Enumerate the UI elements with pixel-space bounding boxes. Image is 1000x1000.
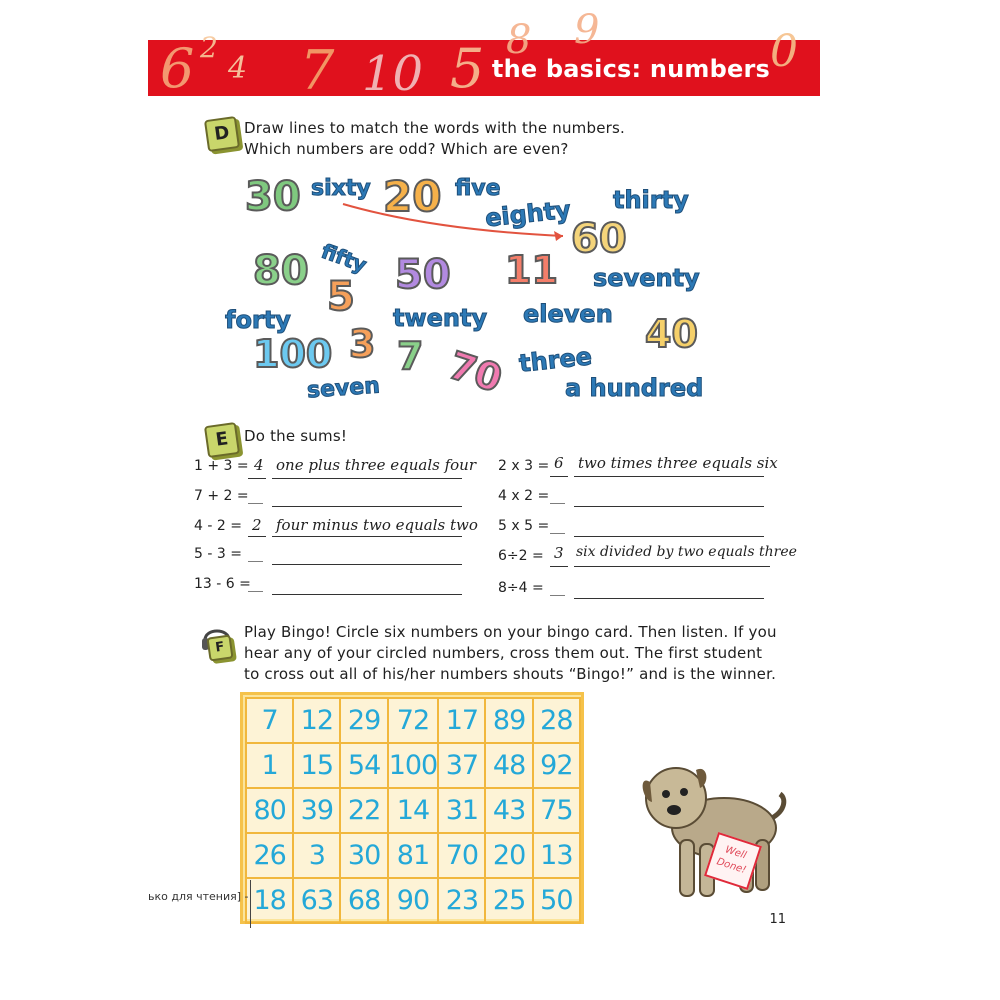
sum-answer-number: __ (550, 516, 565, 534)
sum-answer-number: __ (248, 544, 263, 562)
bingo-cell[interactable]: 15 (293, 743, 340, 788)
cloud-word: eighty (483, 195, 573, 233)
sum-answer-words: six divided by two equals three (576, 544, 797, 560)
instruction-line: hear any of your circled numbers, cross them out. The first student (244, 644, 763, 662)
answer-line[interactable] (272, 506, 462, 507)
answer-line[interactable] (574, 476, 764, 477)
sticker-text: Done! (715, 856, 748, 877)
sum-expression: 1 + 3 = (194, 458, 249, 474)
answer-line[interactable] (272, 594, 462, 595)
bingo-cell[interactable]: 30 (340, 833, 387, 878)
cloud-word: seven (306, 373, 381, 404)
sum-expression: 5 - 3 = (194, 546, 242, 562)
bingo-cell[interactable]: 26 (246, 833, 293, 878)
decor-number: 6 (160, 37, 195, 100)
sum-answer-number: 6 (554, 454, 564, 472)
bingo-cell[interactable]: 92 (533, 743, 580, 788)
sum-answer-number: __ (550, 578, 565, 596)
sum-answer-words: two times three equals six (578, 454, 778, 472)
answer-line (550, 566, 568, 567)
bingo-cell[interactable]: 43 (485, 788, 532, 833)
cloud-number: 11 (505, 248, 558, 292)
bingo-cell[interactable]: 54 (340, 743, 387, 788)
cloud-word: five (455, 176, 501, 201)
bingo-cell[interactable]: 14 (388, 788, 439, 833)
bingo-card (240, 692, 584, 924)
cloud-word: seventy (593, 264, 700, 292)
page-number: 11 (769, 912, 786, 927)
decor-number: 0 (770, 26, 798, 77)
bingo-row (246, 878, 580, 923)
cloud-number: 50 (395, 252, 451, 298)
cloud-number: 3 (349, 322, 376, 366)
sum-answer-number: __ (248, 574, 263, 592)
instruction-line: Play Bingo! Circle six numbers on your bingo card. Then listen. If you (244, 623, 777, 641)
bingo-cell[interactable]: 25 (485, 878, 532, 923)
bingo-cell[interactable]: 28 (533, 698, 580, 743)
side-note: ько для чтения] - (148, 890, 249, 903)
side-divider (250, 880, 251, 928)
bingo-cell[interactable]: 13 (533, 833, 580, 878)
sum-expression: 4 x 2 = (498, 488, 550, 504)
cloud-word: sixty (311, 176, 371, 201)
answer-line[interactable] (574, 506, 764, 507)
dog-illustration (636, 740, 788, 920)
sum-answer-words: one plus three equals four (276, 456, 477, 474)
cloud-number: 7 (397, 334, 424, 378)
cloud-word: three (517, 342, 594, 378)
cloud-word: forty (225, 306, 291, 334)
word-number-cloud (223, 170, 713, 410)
bingo-cell[interactable]: 63 (293, 878, 340, 923)
page-title: the basics: numbers (491, 55, 770, 83)
sum-expression: 5 x 5 = (498, 518, 550, 534)
cloud-number: 30 (245, 174, 301, 220)
sum-expression: 7 + 2 = (194, 488, 249, 504)
instruction-d (244, 118, 625, 160)
bingo-cell[interactable]: 17 (438, 698, 485, 743)
bingo-grid (245, 697, 581, 924)
instruction-line: Draw lines to match the words with the numbers. (244, 119, 625, 137)
bingo-cell[interactable]: 80 (246, 788, 293, 833)
bingo-cell[interactable]: 29 (340, 698, 387, 743)
cloud-number: 20 (383, 172, 442, 221)
sum-answer-number: 2 (252, 516, 262, 534)
sticker-text: Well (723, 844, 748, 862)
sum-answer-number: __ (550, 486, 565, 504)
bingo-row (246, 833, 580, 878)
cloud-word: thirty (613, 186, 689, 214)
cloud-number: 80 (253, 248, 309, 294)
sum-answer-number: 4 (254, 456, 264, 474)
bingo-cell[interactable]: 22 (340, 788, 387, 833)
answer-line[interactable] (574, 536, 764, 537)
answer-line[interactable] (272, 564, 462, 565)
bingo-cell[interactable]: 48 (485, 743, 532, 788)
bingo-cell[interactable]: 100 (388, 743, 439, 788)
instruction-f (244, 622, 777, 685)
sum-expression: 13 - 6 = (194, 576, 251, 592)
sum-expression: 4 - 2 = (194, 518, 242, 534)
decor-number: 8 (506, 17, 532, 63)
sum-answer-number: 3 (554, 544, 564, 562)
bingo-cell[interactable]: 23 (438, 878, 485, 923)
answer-line (248, 478, 266, 479)
cloud-number: 5 (327, 274, 355, 320)
sum-answer-words: four minus two equals two (276, 516, 478, 534)
bingo-cell[interactable]: 37 (438, 743, 485, 788)
instruction-line: to cross out all of his/her numbers shouts “Bingo!” and is the winner. (244, 665, 777, 683)
cloud-number: 70 (443, 342, 508, 402)
bingo-cell[interactable]: 7 (246, 698, 293, 743)
bingo-row (246, 788, 580, 833)
bingo-cell[interactable]: 75 (533, 788, 580, 833)
bingo-cell[interactable]: 39 (293, 788, 340, 833)
bingo-row (246, 698, 580, 743)
bingo-cell[interactable]: 1 (246, 743, 293, 788)
bingo-cell[interactable]: 89 (485, 698, 532, 743)
cloud-number: 40 (645, 312, 698, 356)
decor-number: 2 (200, 31, 218, 64)
bingo-cell[interactable]: 72 (388, 698, 439, 743)
decor-number: 10 (362, 46, 424, 102)
answer-line[interactable] (272, 536, 462, 537)
cloud-word: twenty (393, 304, 488, 332)
cloud-word: fifty (318, 238, 370, 278)
bingo-row (246, 743, 580, 788)
decor-number: 7 (300, 39, 335, 102)
sum-expression: 6÷2 = (498, 548, 544, 564)
bingo-cell[interactable]: 70 (438, 833, 485, 878)
bingo-cell[interactable]: 3 (293, 833, 340, 878)
bingo-cell[interactable]: 20 (485, 833, 532, 878)
cloud-word: a hundred (565, 374, 704, 402)
bingo-cell[interactable]: 81 (388, 833, 439, 878)
header-banner (148, 7, 820, 102)
instruction-line: Which numbers are odd? Which are even? (244, 140, 569, 158)
bingo-cell[interactable]: 90 (388, 878, 439, 923)
answer-line[interactable] (574, 598, 764, 599)
worksheet-page (148, 7, 820, 940)
sum-expression: 8÷4 = (498, 580, 544, 596)
cloud-number: 100 (253, 332, 333, 376)
cloud-number: 60 (571, 216, 627, 262)
answer-line (248, 536, 266, 537)
bingo-cell[interactable]: 68 (340, 878, 387, 923)
decor-number: 9 (574, 7, 600, 53)
section-badge-d: D (204, 116, 240, 152)
bingo-cell[interactable]: 50 (533, 878, 580, 923)
decor-number: 5 (450, 37, 485, 100)
decor-number: 4 (228, 51, 248, 86)
answer-line (550, 476, 568, 477)
section-badge-e: E (204, 422, 240, 458)
answer-line[interactable] (574, 566, 770, 567)
sum-answer-number: __ (248, 486, 263, 504)
sum-expression: 2 x 3 = (498, 458, 550, 474)
instruction-e: Do the sums! (244, 427, 348, 445)
answer-line[interactable] (272, 478, 462, 479)
bingo-cell[interactable]: 12 (293, 698, 340, 743)
section-badge-f: F (206, 634, 233, 661)
bingo-cell[interactable]: 18 (246, 878, 293, 923)
bingo-cell[interactable]: 31 (438, 788, 485, 833)
cloud-word: eleven (523, 300, 613, 328)
